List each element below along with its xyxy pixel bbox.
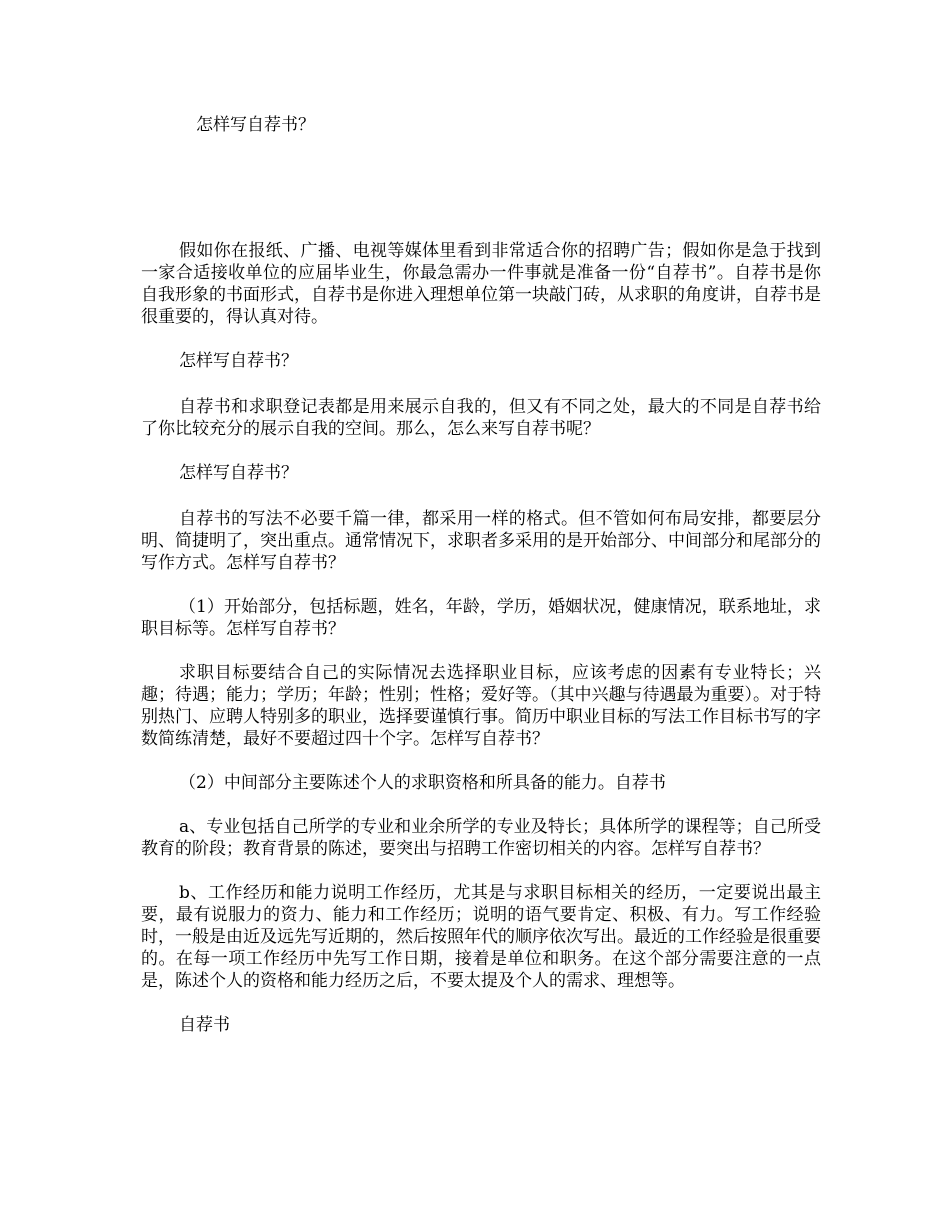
paragraph-opening-part: （1）开始部分，包括标题，姓名，年龄，学历，婚姻状况，健康情况，联系地址，求职目标等。怎样写自荐书？ (141, 597, 821, 639)
document-title: 怎样写自荐书？ (196, 115, 315, 135)
document-body (141, 240, 821, 1058)
paragraph-closing: 自荐书 (179, 1015, 230, 1035)
paragraph-career-goal: 求职目标要结合自己的实际情况去选择职业目标，应该考虑的因素有专业特长；兴趣；待遇；能力；学历；年龄；性别；性格；爱好等。（其中兴趣与待遇最为重要）。对于特别热门、应聘人特别多的职业，选择要谨慎行事。简历中职业目标的写法工作目标书写的字数简练清楚，最好不要超过四十个字。怎样写自荐书？ (141, 663, 821, 749)
paragraph-heading-1: 怎样写自荐书？ (179, 351, 298, 371)
paragraph-intro: 假如你在报纸、广播、电视等媒体里看到非常适合你的招聘广告；假如你是急于找到一家合适接收单位的应届毕业生，你最急需办一件事就是准备一份“自荐书”。自荐书是你自我形象的书面形式，自荐书是你进入理想单位第一块敲门砖，从求职的角度讲，自荐书是很重要的，得认真对待。 (141, 241, 821, 327)
paragraph-work-experience: b、工作经历和能力说明工作经历，尤其是与求职目标相关的经历，一定要说出最主要，最有说服力的资力、能力和工作经历；说明的语气要肯定、积极、有力。写工作经验时，一般是由近及远先写近期的，然后按照年代的顺序依次写出。最近的工作经验是很重要的。在每一项工作经历中先写工作日期，接着是单位和职务。在这个部分需要注意的一点是，陈述个人的资格和能力经历之后，不要太提及个人的需求、理想等。 (141, 883, 821, 991)
paragraph-difference: 自荐书和求职登记表都是用来展示自我的，但又有不同之处，最大的不同是自荐书给了你比较充分的展示自我的空间。那么，怎么来写自荐书呢？ (141, 397, 821, 439)
paragraph-heading-2: 怎样写自荐书？ (179, 463, 298, 483)
paragraph-education: a、专业包括自己所学的专业和业余所学的专业及特长；具体所学的课程等；自己所受教育的阶段；教育背景的陈述，要突出与招聘工作密切相关的内容。怎样写自荐书？ (141, 817, 821, 859)
paragraph-middle-part: （2）中间部分主要陈述个人的求职资格和所具备的能力。自荐书 (179, 773, 666, 793)
paragraph-format: 自荐书的写法不必要千篇一律，都采用一样的格式。但不管如何布局安排，都要层分明、简捷明了，突出重点。通常情况下，求职者多采用的是开始部分、中间部分和尾部分的写作方式。怎样写自荐书？ (141, 509, 821, 573)
